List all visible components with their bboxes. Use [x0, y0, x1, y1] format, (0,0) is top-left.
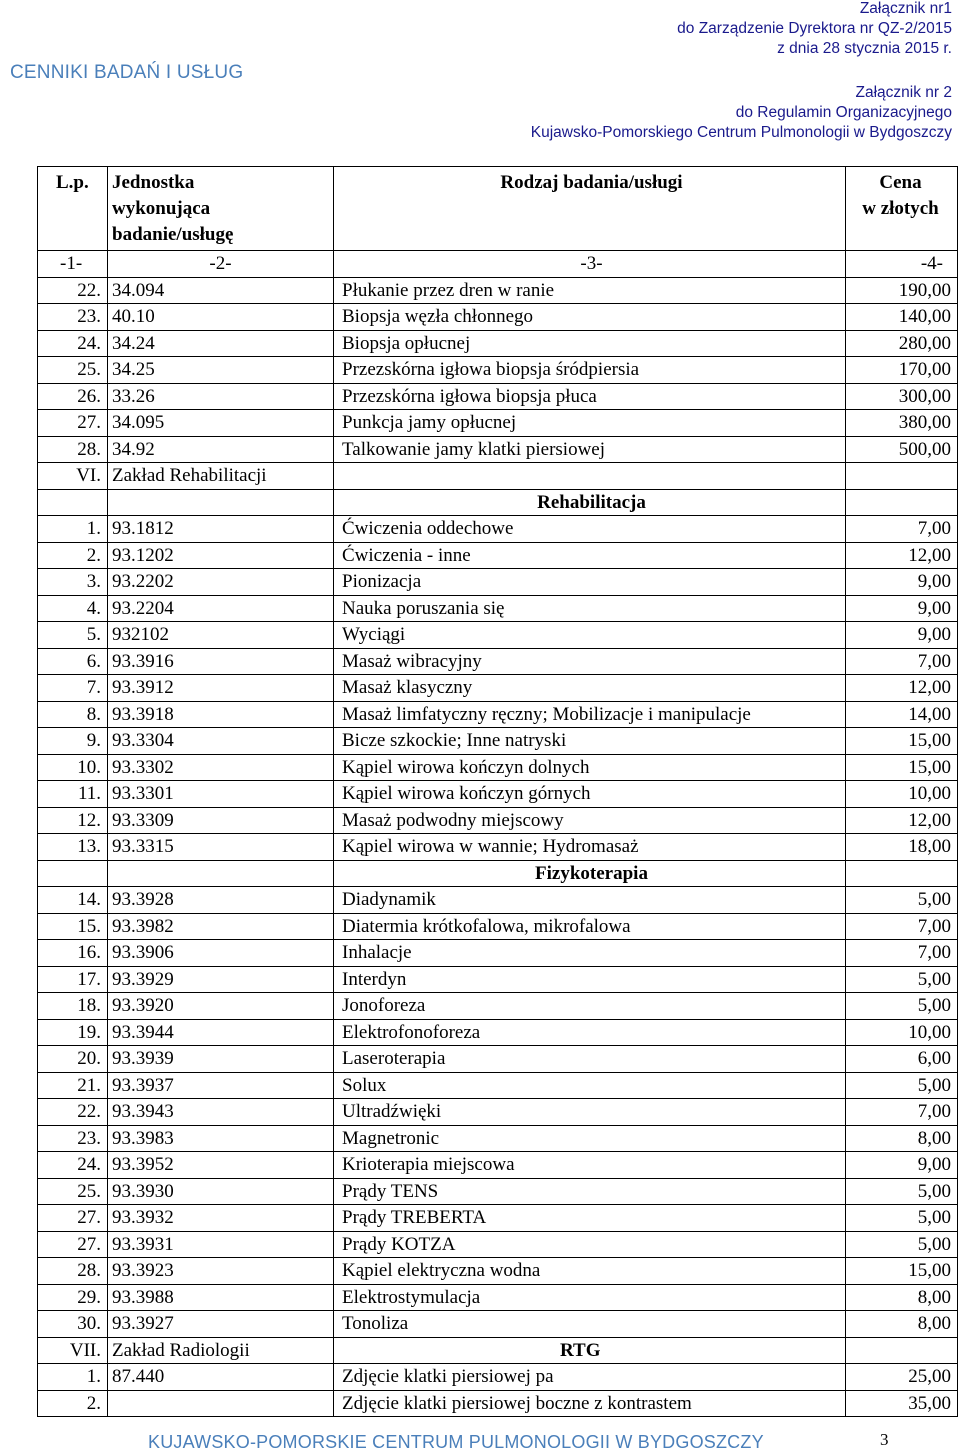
cell-service: Masaż klasyczny: [334, 675, 846, 702]
cell-price: 5,00: [846, 993, 958, 1020]
cell-service: Diatermia krótkofalowa, mikrofalowa: [334, 913, 846, 940]
table-row: [38, 1072, 958, 1099]
header-unit-line: Jednostka: [112, 172, 195, 193]
table-row: [38, 1099, 958, 1126]
cell-code: Zakład Rehabilitacji: [108, 463, 334, 490]
cell-service: Krioterapia miejscowa: [334, 1152, 846, 1179]
cell-service: Elektrofonoforeza: [334, 1019, 846, 1046]
cell-code: 34.25: [108, 357, 334, 384]
cell-service: Masaż podwodny miejscowy: [334, 807, 846, 834]
cell-code: 93.3932: [108, 1205, 334, 1232]
cell-code: 87.440: [108, 1364, 334, 1391]
cell-lp: 22.: [38, 277, 108, 304]
cell-lp: 27.: [38, 1231, 108, 1258]
cell-service: Ultradźwięki: [334, 1099, 846, 1126]
cell-price: 10,00: [846, 781, 958, 808]
header-price-line: w złotych: [862, 198, 939, 219]
cell-price: 8,00: [846, 1284, 958, 1311]
cell-lp: 8.: [38, 701, 108, 728]
cell-service: Jonoforeza: [334, 993, 846, 1020]
cell-price: 12,00: [846, 542, 958, 569]
cell-service: Płukanie przez dren w ranie: [334, 277, 846, 304]
cell-code: 93.3937: [108, 1072, 334, 1099]
cell-code: 93.3927: [108, 1311, 334, 1338]
cell-lp: 20.: [38, 1046, 108, 1073]
cell-service: Laseroterapia: [334, 1046, 846, 1073]
cell-service: RTG: [334, 1337, 846, 1364]
cell-price: 5,00: [846, 966, 958, 993]
cell-lp: 1.: [38, 1364, 108, 1391]
table-row: [38, 304, 958, 331]
cell-lp: 1.: [38, 516, 108, 543]
cell-price: 7,00: [846, 648, 958, 675]
cell-service: Tonoliza: [334, 1311, 846, 1338]
cell-service: Interdyn: [334, 966, 846, 993]
cell-price: 7,00: [846, 940, 958, 967]
table-row: [38, 410, 958, 437]
cell-service: Pionizacja: [334, 569, 846, 596]
cell-service: Biopsja węzła chłonnego: [334, 304, 846, 331]
cell-service: Kąpiel wirowa kończyn dolnych: [334, 754, 846, 781]
cell-code: 34.095: [108, 410, 334, 437]
header-unit: [108, 167, 334, 251]
cell-code: [108, 1390, 334, 1417]
header-unit-line: wykonująca: [112, 198, 211, 219]
cell-service: Prądy KOTZA: [334, 1231, 846, 1258]
subsection-row: [38, 860, 958, 887]
cell-code: 93.3944: [108, 1019, 334, 1046]
subsection-row: [38, 489, 958, 516]
cell-code: 93.3952: [108, 1152, 334, 1179]
cell-price: 300,00: [846, 383, 958, 410]
cell-code: 932102: [108, 622, 334, 649]
table-row: [38, 1390, 958, 1417]
table-row: [38, 436, 958, 463]
cell-price: 15,00: [846, 754, 958, 781]
cell-lp: 2.: [38, 1390, 108, 1417]
cell-code: 93.2202: [108, 569, 334, 596]
cell-service: Elektrostymulacja: [334, 1284, 846, 1311]
cell-service: Przezskórna igłowa biopsja płuca: [334, 383, 846, 410]
table-row: [38, 1152, 958, 1179]
cell-price: [846, 860, 958, 887]
cell-lp: 6.: [38, 648, 108, 675]
cell-lp: 23.: [38, 1125, 108, 1152]
table-row: [38, 807, 958, 834]
cell-code: 93.3939: [108, 1046, 334, 1073]
cell-service: Diadynamik: [334, 887, 846, 914]
cell-price: 9,00: [846, 569, 958, 596]
cell-service: Ćwiczenia - inne: [334, 542, 846, 569]
cell-lp: 28.: [38, 1258, 108, 1285]
cell-price: [846, 489, 958, 516]
col-number: -3-: [334, 251, 846, 278]
table-row: [38, 542, 958, 569]
cell-code: 93.2204: [108, 595, 334, 622]
cell-service: Zdjęcie klatki piersiowej pa: [334, 1364, 846, 1391]
cell-service: Masaż wibracyjny: [334, 648, 846, 675]
cell-price: [846, 463, 958, 490]
cell-lp: 19.: [38, 1019, 108, 1046]
cell-service: Prądy TENS: [334, 1178, 846, 1205]
table-row: [38, 1178, 958, 1205]
cell-service: Punkcja jamy opłucnej: [334, 410, 846, 437]
cell-price: 7,00: [846, 516, 958, 543]
cell-price: 5,00: [846, 1205, 958, 1232]
cell-lp: 27.: [38, 1205, 108, 1232]
table-row: [38, 1205, 958, 1232]
table-row: [38, 754, 958, 781]
column-number-row: [38, 251, 958, 278]
table-row: [38, 1231, 958, 1258]
cell-price: 15,00: [846, 728, 958, 755]
cell-price: 12,00: [846, 675, 958, 702]
cell-lp: 21.: [38, 1072, 108, 1099]
cell-price: 5,00: [846, 1072, 958, 1099]
cell-lp: 5.: [38, 622, 108, 649]
table-row: [38, 1311, 958, 1338]
table-row: [38, 1284, 958, 1311]
annex-1-line: z dnia 28 stycznia 2015 r.: [777, 40, 952, 57]
annex-2-line: Kujawsko-Pomorskiego Centrum Pulmonologii w Bydgoszczy: [530, 124, 952, 141]
cell-price: 7,00: [846, 913, 958, 940]
cell-price: 18,00: [846, 834, 958, 861]
cell-service: Zdjęcie klatki piersiowej boczne z kontrastem: [334, 1390, 846, 1417]
cell-price: 10,00: [846, 1019, 958, 1046]
cell-lp: VII.: [38, 1337, 108, 1364]
cell-lp: 26.: [38, 383, 108, 410]
cell-code: 93.3988: [108, 1284, 334, 1311]
section-row: [38, 1337, 958, 1364]
cell-price: 380,00: [846, 410, 958, 437]
cell-code: 93.3931: [108, 1231, 334, 1258]
cell-code: 40.10: [108, 304, 334, 331]
cell-code: 93.3930: [108, 1178, 334, 1205]
col-number: -4-: [846, 251, 958, 278]
table-row: [38, 940, 958, 967]
header-price: [846, 167, 958, 251]
cell-code: 93.3928: [108, 887, 334, 914]
annex-2-line: Załącznik nr 2: [855, 84, 952, 101]
cell-price: 7,00: [846, 1099, 958, 1126]
cell-lp: 30.: [38, 1311, 108, 1338]
annex-2-line: do Regulamin Organizacyjnego: [735, 104, 952, 121]
cell-code: 93.3943: [108, 1099, 334, 1126]
cell-lp: 22.: [38, 1099, 108, 1126]
table-row: [38, 1046, 958, 1073]
cell-service: Prądy TREBERTA: [334, 1205, 846, 1232]
table-row: [38, 834, 958, 861]
cell-service: Kąpiel wirowa kończyn górnych: [334, 781, 846, 808]
cell-lp: 24.: [38, 330, 108, 357]
cell-code: 93.1202: [108, 542, 334, 569]
cell-lp: 27.: [38, 410, 108, 437]
cell-service: Biopsja opłucnej: [334, 330, 846, 357]
cell-code: [108, 489, 334, 516]
cell-price: 15,00: [846, 1258, 958, 1285]
cell-service: Talkowanie jamy klatki piersiowej: [334, 436, 846, 463]
document-title: CENNIKI BADAŃ I USŁUG: [10, 62, 244, 83]
cell-service: Fizykoterapia: [334, 860, 846, 887]
cell-lp: 12.: [38, 807, 108, 834]
table-row: [38, 781, 958, 808]
table-row: [38, 595, 958, 622]
cell-price: 280,00: [846, 330, 958, 357]
cell-code: 93.3309: [108, 807, 334, 834]
cell-code: 93.3983: [108, 1125, 334, 1152]
cell-lp: [38, 489, 108, 516]
cell-lp: 9.: [38, 728, 108, 755]
cell-price: 14,00: [846, 701, 958, 728]
table-row: [38, 648, 958, 675]
table-row: [38, 1364, 958, 1391]
col-number: -2-: [108, 251, 334, 278]
table-header-row: [38, 167, 958, 251]
cell-lp: 18.: [38, 993, 108, 1020]
table-row: [38, 357, 958, 384]
table-row: [38, 701, 958, 728]
cell-lp: 17.: [38, 966, 108, 993]
table-row: [38, 913, 958, 940]
table-row: [38, 887, 958, 914]
cell-price: 190,00: [846, 277, 958, 304]
cell-code: 93.3982: [108, 913, 334, 940]
annex-1-block: [677, 0, 952, 59]
cell-lp: 25.: [38, 1178, 108, 1205]
cell-lp: 7.: [38, 675, 108, 702]
cell-code: 93.1812: [108, 516, 334, 543]
cell-code: 93.3920: [108, 993, 334, 1020]
annex-1-line: do Zarządzenie Dyrektora nr QZ-2/2015: [677, 20, 952, 37]
cell-price: 500,00: [846, 436, 958, 463]
table-row: [38, 1125, 958, 1152]
table-row: [38, 993, 958, 1020]
header-service: Rodzaj badania/usługi: [334, 167, 846, 251]
section-row: [38, 463, 958, 490]
table-row: [38, 383, 958, 410]
cell-service: Magnetronic: [334, 1125, 846, 1152]
cell-code: Zakład Radiologii: [108, 1337, 334, 1364]
cell-code: 34.094: [108, 277, 334, 304]
cell-code: 93.3301: [108, 781, 334, 808]
cell-lp: 4.: [38, 595, 108, 622]
cell-price: 25,00: [846, 1364, 958, 1391]
annex-2-block: [531, 83, 952, 143]
cell-service: Kąpiel wirowa w wannie; Hydromasaż: [334, 834, 846, 861]
cell-code: 34.24: [108, 330, 334, 357]
table-row: [38, 569, 958, 596]
cell-lp: 13.: [38, 834, 108, 861]
cell-service: Ćwiczenia oddechowe: [334, 516, 846, 543]
cell-code: [108, 860, 334, 887]
header-unit-line: badanie/usługę: [112, 224, 234, 245]
table-row: [38, 728, 958, 755]
cell-code: 93.3906: [108, 940, 334, 967]
table-row: [38, 516, 958, 543]
table-row: [38, 675, 958, 702]
cell-lp: 23.: [38, 304, 108, 331]
cell-service: Kąpiel elektryczna wodna: [334, 1258, 846, 1285]
cell-price: 5,00: [846, 887, 958, 914]
cell-price: 9,00: [846, 595, 958, 622]
table-row: [38, 966, 958, 993]
cell-lp: 24.: [38, 1152, 108, 1179]
table-row: [38, 277, 958, 304]
cell-service: Inhalacje: [334, 940, 846, 967]
cell-lp: 10.: [38, 754, 108, 781]
cell-service: Masaż limfatyczny ręczny; Mobilizacje i manipulacje: [334, 701, 846, 728]
table-row: [38, 1258, 958, 1285]
cell-service: [334, 463, 846, 490]
cell-price: 9,00: [846, 1152, 958, 1179]
cell-code: 93.3912: [108, 675, 334, 702]
cell-price: 35,00: [846, 1390, 958, 1417]
cell-price: 12,00: [846, 807, 958, 834]
cell-code: 93.3916: [108, 648, 334, 675]
page-number: 3: [880, 1430, 889, 1449]
cell-lp: 15.: [38, 913, 108, 940]
cell-service: Bicze szkockie; Inne natryski: [334, 728, 846, 755]
cell-lp: 29.: [38, 1284, 108, 1311]
header-price-line: Cena: [879, 172, 922, 193]
cell-lp: 2.: [38, 542, 108, 569]
cell-lp: 3.: [38, 569, 108, 596]
cell-price: 5,00: [846, 1231, 958, 1258]
cell-price: 6,00: [846, 1046, 958, 1073]
cell-code: 34.92: [108, 436, 334, 463]
cell-lp: 25.: [38, 357, 108, 384]
col-number: -1-: [38, 251, 108, 278]
table-row: [38, 622, 958, 649]
cell-lp: VI.: [38, 463, 108, 490]
cell-lp: 16.: [38, 940, 108, 967]
cell-price: [846, 1337, 958, 1364]
cell-code: 93.3304: [108, 728, 334, 755]
cell-lp: 11.: [38, 781, 108, 808]
cell-price: 170,00: [846, 357, 958, 384]
cell-lp: 28.: [38, 436, 108, 463]
header-lp: L.p.: [38, 167, 108, 251]
cell-code: 93.3315: [108, 834, 334, 861]
cell-service: Przezskórna igłowa biopsja śródpiersia: [334, 357, 846, 384]
cell-price: 8,00: [846, 1125, 958, 1152]
cell-code: 93.3918: [108, 701, 334, 728]
cell-code: 93.3302: [108, 754, 334, 781]
cell-price: 140,00: [846, 304, 958, 331]
cell-service: Solux: [334, 1072, 846, 1099]
cell-price: 9,00: [846, 622, 958, 649]
cell-lp: 14.: [38, 887, 108, 914]
price-table: [37, 166, 958, 1417]
table-row: [38, 330, 958, 357]
cell-price: 8,00: [846, 1311, 958, 1338]
footer-text: KUJAWSKO-POMORSKIE CENTRUM PULMONOLOGII W BYDGOSZCZY: [148, 1432, 764, 1452]
cell-service: Nauka poruszania się: [334, 595, 846, 622]
cell-code: 93.3923: [108, 1258, 334, 1285]
cell-code: 93.3929: [108, 966, 334, 993]
cell-service: Rehabilitacja: [334, 489, 846, 516]
cell-price: 5,00: [846, 1178, 958, 1205]
annex-1-line: Załącznik nr1: [859, 0, 952, 17]
table-row: [38, 1019, 958, 1046]
cell-code: 33.26: [108, 383, 334, 410]
cell-lp: [38, 860, 108, 887]
cell-service: Wyciągi: [334, 622, 846, 649]
